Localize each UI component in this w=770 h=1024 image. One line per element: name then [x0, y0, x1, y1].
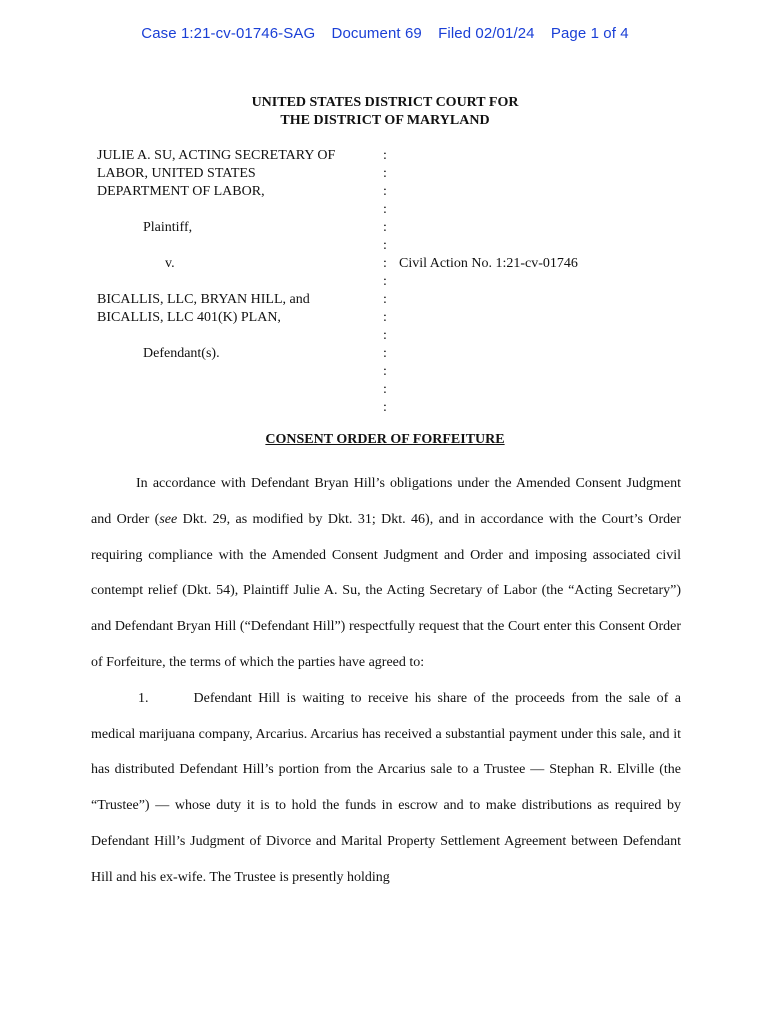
defendant-label: Defendant(s).: [143, 346, 220, 361]
intro-paragraph-part-2: Dkt. 29, as modified by Dkt. 31; Dkt. 46), and in accordance with the Court’s Order requiring compliance with the Amended Consent Judgment and Order and imposing associated civil contempt relief (Dkt. 54), Plaintiff Julie A. Su, the Acting Secretary of Labor (the “Acting Secretary”) and Defendant Bryan Hill (“Defendant Hill”) respectfully request that the Court enter this Consent Order of Forfeiture, the terms of which the parties have agreed to:: [91, 511, 681, 670]
caption-colon: :: [383, 346, 387, 361]
intro-paragraph: [91, 466, 681, 681]
court-title-line-2: THE DISTRICT OF MARYLAND: [280, 113, 490, 128]
court-title-line-1: UNITED STATES DISTRICT COURT FOR: [251, 95, 519, 110]
caption-colon: :: [383, 364, 387, 379]
plaintiff-name-line: JULIE A. SU, ACTING SECRETARY OF: [97, 148, 336, 163]
caption-colon: :: [383, 328, 387, 343]
caption-colon: :: [383, 292, 387, 307]
numbered-paragraph-1: [91, 681, 681, 896]
caption-colon: :: [383, 310, 387, 325]
paragraph-1-text: Defendant Hill is waiting to receive his share of the proceeds from the sale of a medical marijuana company, Arcarius. Arcarius has received a substantial payment under this sale, and it has distributed Defendant Hill’s portion from the Arcarius sale to a Trustee — Stephan R. Elville (the “Trustee”) — whose duty it is to hold the funds in escrow and to make distributions as required by Defendant Hill’s Judgment of Divorce and Marital Property Settlement Agreement between Defendant Hill and his ex-wife. The Trustee is presently holding: [91, 690, 681, 885]
caption-colon: :: [383, 274, 387, 289]
case-header-stamp: [0, 25, 770, 42]
intro-paragraph-italic: see: [159, 511, 178, 527]
order-body: [91, 466, 681, 896]
filed-date: Filed 02/01/24: [438, 25, 535, 42]
plaintiff-label: Plaintiff,: [143, 220, 193, 235]
court-title: [0, 94, 770, 130]
caption-colon: :: [383, 256, 387, 271]
caption-colon: :: [383, 220, 387, 235]
versus-label: v.: [165, 256, 175, 271]
case-caption-parties: [97, 147, 382, 363]
defendant-name-line: BICALLIS, LLC 401(K) PLAN,: [97, 310, 281, 325]
caption-colon: :: [383, 238, 387, 253]
plaintiff-name-line: LABOR, UNITED STATES: [97, 166, 256, 181]
document-number: Document 69: [331, 25, 422, 42]
caption-colon: :: [383, 400, 387, 415]
plaintiff-name-line: DEPARTMENT OF LABOR,: [97, 184, 265, 199]
caption-colon: :: [383, 184, 387, 199]
case-number: Case 1:21-cv-01746-SAG: [141, 25, 316, 42]
caption-colon: :: [383, 148, 387, 163]
caption-colon: :: [383, 202, 387, 217]
intro-paragraph-part-1: In accordance with Defendant Bryan Hill’s obligations under the Amended Consent Judgment and Order (: [91, 476, 681, 527]
page-indicator: Page 1 of 4: [550, 25, 629, 42]
civil-action-number: Civil Action No. 1:21-cv-01746: [399, 256, 578, 271]
order-title: CONSENT ORDER OF FORFEITURE: [265, 432, 505, 447]
defendant-name-line: BICALLIS, LLC, BRYAN HILL, and: [97, 292, 310, 307]
caption-colon: :: [383, 382, 387, 397]
caption-colon: :: [383, 166, 387, 181]
paragraph-number: 1.: [138, 690, 149, 706]
caption-colon-column: [383, 147, 391, 417]
